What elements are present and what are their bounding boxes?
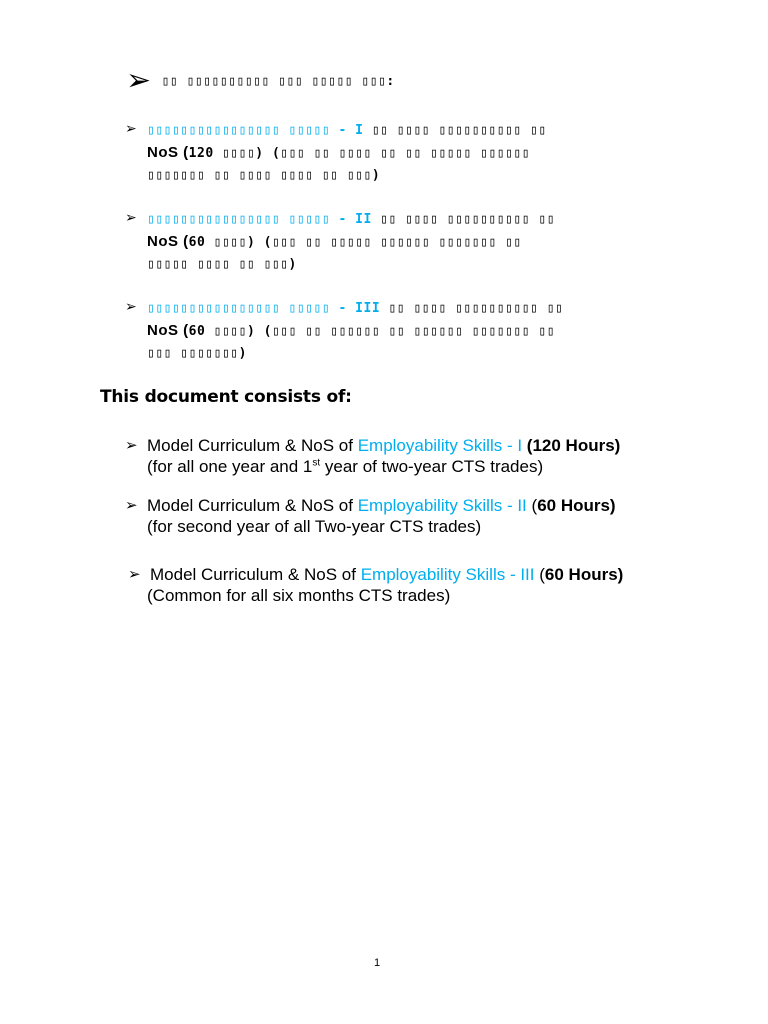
item-prefix: Model Curriculum & NoS of: [147, 436, 358, 455]
hindi-list-item: [125, 209, 595, 276]
document-heading: This document consists of:: [100, 387, 352, 407]
nos-label: NoS (: [147, 233, 189, 250]
hindi-heading-text: ▯▯ ▯▯▯▯▯▯▯▯▯▯ ▯▯▯ ▯▯▯▯▯ ▯▯▯:: [161, 73, 395, 89]
hindi-item-text: ▯▯ ▯▯▯▯ ▯▯▯▯▯▯▯▯▯▯ ▯▯: [363, 123, 547, 138]
english-list-item: [125, 435, 685, 477]
hindi-item-text: (▯▯▯ ▯▯ ▯▯▯▯▯ ▯▯▯▯▯▯ ▯▯▯▯▯▯▯ ▯▯: [255, 235, 522, 250]
hindi-item-hours: 120 ▯▯▯▯): [188, 146, 264, 161]
hours-label: (120 Hours): [526, 436, 621, 455]
item-prefix: Model Curriculum & NoS of: [147, 496, 358, 515]
hindi-item-title: ▯▯▯▯▯▯▯▯▯▯▯▯▯▯▯▯ ▯▯▯▯▯ - III: [147, 301, 381, 316]
hindi-item-text: ▯▯▯▯▯ ▯▯▯▯ ▯▯ ▯▯▯): [147, 257, 297, 272]
hindi-item-hours: 60 ▯▯▯▯): [188, 235, 256, 250]
arrow-bullet-icon: ➢: [126, 64, 152, 97]
english-list-item: [125, 495, 685, 537]
skill-name: Employability Skills - I: [357, 436, 523, 455]
hindi-item-text: (▯▯▯ ▯▯ ▯▯▯▯▯▯ ▯▯ ▯▯▯▯▯▯ ▯▯▯▯▯▯▯ ▯▯: [255, 324, 556, 339]
hindi-item-text: (▯▯▯ ▯▯ ▯▯▯▯ ▯▯ ▯▯ ▯▯▯▯▯ ▯▯▯▯▯▯: [263, 146, 531, 161]
arrow-bullet-icon: ➢: [125, 120, 137, 136]
item-text: (: [526, 496, 538, 515]
item-description: (for second year of all Two-year CTS trades): [147, 517, 482, 536]
hindi-list-item: [125, 120, 595, 187]
skill-name: Employability Skills - II: [357, 496, 527, 515]
hindi-item-text: ▯▯ ▯▯▯▯ ▯▯▯▯▯▯▯▯▯▯ ▯▯: [380, 301, 564, 316]
hindi-heading: [126, 66, 395, 96]
item-description: (for all one year and 1: [147, 457, 313, 476]
english-list-item: [128, 564, 688, 606]
hindi-item-text: ▯▯▯▯▯▯▯ ▯▯ ▯▯▯▯ ▯▯▯▯ ▯▯ ▯▯▯): [147, 168, 381, 183]
page-number: 1: [373, 957, 381, 969]
hindi-item-title: ▯▯▯▯▯▯▯▯▯▯▯▯▯▯▯▯ ▯▯▯▯▯ - II: [147, 212, 372, 227]
hours-label: 60 Hours): [537, 496, 616, 515]
ordinal-suffix: st: [312, 457, 321, 469]
item-prefix: Model Curriculum & NoS of: [150, 565, 361, 584]
hindi-item-hours: 60 ▯▯▯▯): [188, 324, 256, 339]
arrow-bullet-icon: ➢: [128, 566, 141, 583]
arrow-bullet-icon: ➢: [125, 437, 138, 454]
skill-name: Employability Skills - III: [360, 565, 535, 584]
hindi-item-title: ▯▯▯▯▯▯▯▯▯▯▯▯▯▯▯▯ ▯▯▯▯▯ - I: [147, 123, 364, 138]
item-description: year of two-year CTS trades): [320, 457, 544, 476]
item-description: (Common for all six months CTS trades): [147, 586, 451, 605]
hindi-list-item: [125, 298, 595, 365]
nos-label: NoS (: [147, 322, 189, 339]
hindi-item-text: ▯▯ ▯▯▯▯ ▯▯▯▯▯▯▯▯▯▯ ▯▯: [371, 212, 556, 227]
arrow-bullet-icon: ➢: [125, 209, 137, 225]
item-text: (: [534, 565, 545, 584]
hours-label: 60 Hours): [544, 565, 624, 584]
arrow-bullet-icon: ➢: [125, 298, 137, 314]
hindi-item-text: ▯▯▯ ▯▯▯▯▯▯▯): [147, 346, 247, 361]
nos-label: NoS (: [147, 144, 189, 161]
arrow-bullet-icon: ➢: [125, 497, 138, 514]
